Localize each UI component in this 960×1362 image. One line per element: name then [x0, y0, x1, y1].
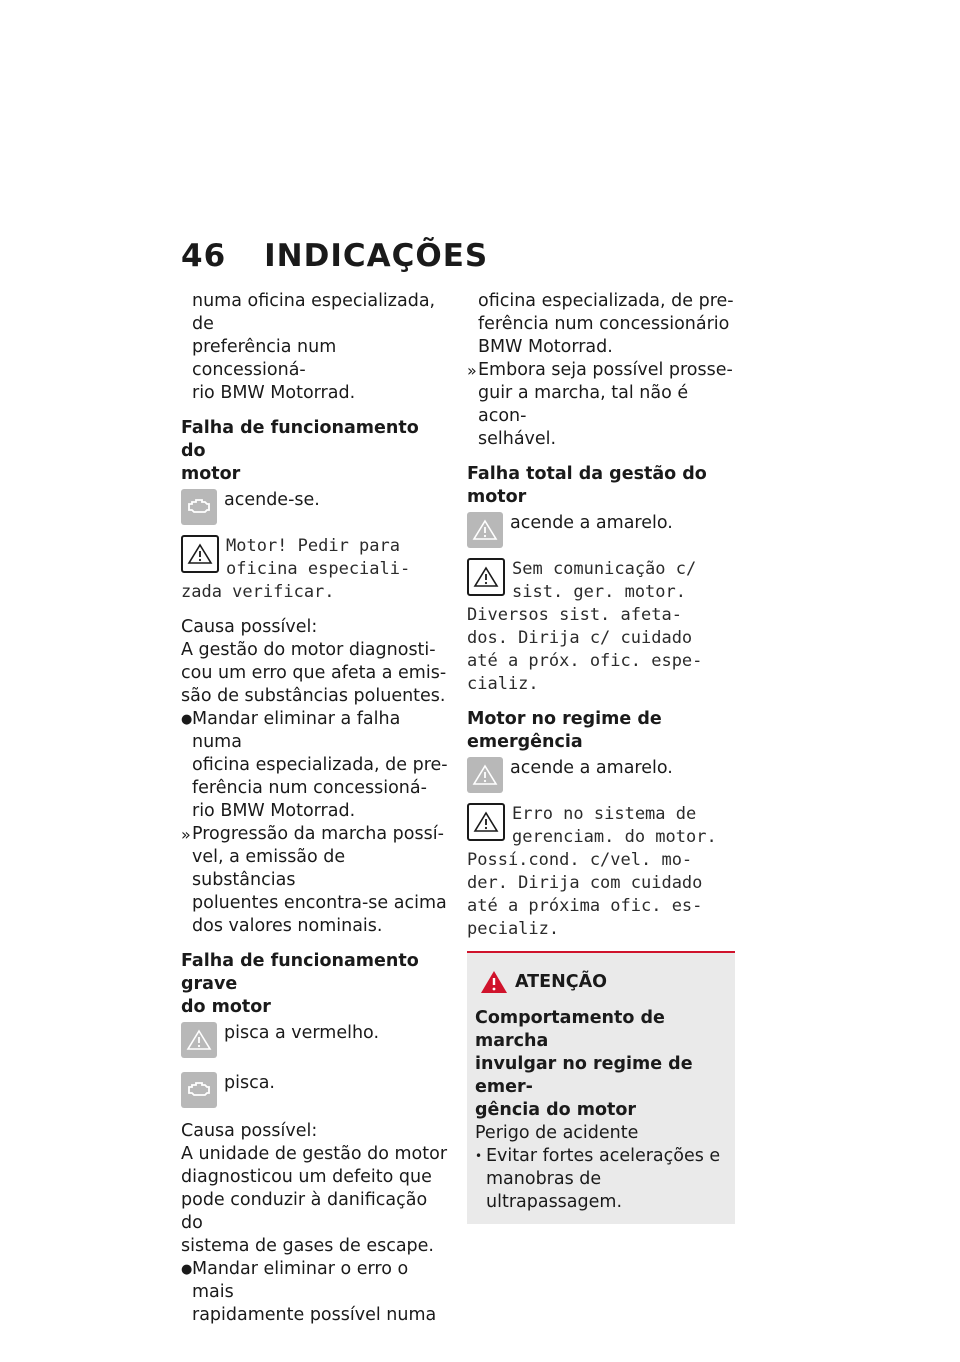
engine-indicator-row: acende-se. [181, 489, 449, 525]
warning-indicator-row: acende a amarelo. [467, 757, 735, 793]
warning-label: ATENÇÃO [475, 969, 727, 995]
warning-triangle-icon [467, 558, 505, 596]
list-item: » Embora seja possível prosse- guir a marcha, tal não é acon- selhável. [467, 360, 733, 449]
intro-paragraph: oficina especializada, de pre- ferência num concessionário BMW Motorrad. [478, 291, 734, 357]
result-arrow-icon: » [181, 825, 191, 844]
right-column [467, 290, 735, 1224]
list-item: ● Mandar eliminar o erro o mais rapidamente possível numa [181, 1259, 437, 1325]
warning-triangle-icon [467, 512, 503, 548]
list-item: ● Mandar eliminar a falha numa oficina especializada, de pre- ferência num concessioná- rio BMW Motorrad. [181, 709, 448, 821]
page-title: INDICAÇÕES [264, 238, 489, 274]
warning-triangle-icon [181, 1022, 217, 1058]
bullet-dot-icon: ● [181, 712, 193, 727]
display-message: Motor! Pedir para oficina especiali- zada verificar. [181, 536, 411, 602]
warning-indicator-row: pisca a vermelho. [181, 1022, 449, 1058]
warning-triangle-icon [467, 757, 503, 793]
intro-paragraph: numa oficina especializada, de preferência num concessioná- rio BMW Motorrad. [192, 291, 436, 403]
warning-title: Comportamento de marcha invulgar no regime de emer- gência do motor [475, 1008, 693, 1120]
cause-block: Causa possível: A unidade de gestão do motor diagnosticou um defeito que pode conduzir à danificação do sistema de gases de escape. [181, 1121, 448, 1256]
display-message: Sem comunicação c/ sist. ger. motor. Diversos sist. afeta- dos. Dirija c/ cuidado até a próx. ofic. espe- cializ. [467, 559, 703, 694]
engine-check-icon [181, 489, 217, 525]
cause-block: Causa possível: A gestão do motor diagnosti- cou um erro que afeta a emis- são de substâncias poluentes. [181, 617, 447, 706]
engine-indicator-row: pisca. [181, 1072, 449, 1108]
section-title: Motor no regime de emergência [467, 709, 662, 752]
section-title: Falha de funcionamento do motor [181, 418, 419, 484]
section-title: Falha de funcionamento grave do motor [181, 951, 419, 1017]
left-column [181, 290, 449, 1327]
warning-text: Perigo de acidente [475, 1123, 639, 1143]
section-title: Falha total da gestão do motor [467, 464, 707, 507]
warning-box [467, 951, 735, 1224]
display-message: Erro no sistema de gerenciam. do motor. Possí.cond. c/vel. mo- der. Dirija com cuidado até a próxima ofic. es- pecializ. [467, 804, 717, 939]
warning-triangle-icon [479, 969, 509, 995]
page-header [181, 238, 488, 274]
bullet-dot-icon: ● [181, 1262, 193, 1277]
engine-check-icon [181, 1072, 217, 1108]
list-item: • Evitar fortes acelerações e manobras de ultrapassagem. [475, 1146, 721, 1212]
warning-triangle-icon [467, 803, 505, 841]
page-number: 46 [181, 238, 227, 274]
list-item: » Progressão da marcha possí- vel, a emissão de substâncias poluentes encontra-se acima dos valores nominais. [181, 824, 447, 936]
warning-indicator-row: acende a amarelo. [467, 512, 735, 548]
result-arrow-icon: » [467, 361, 477, 380]
warning-triangle-icon [181, 535, 219, 573]
bullet-dot-icon: • [475, 1149, 483, 1163]
